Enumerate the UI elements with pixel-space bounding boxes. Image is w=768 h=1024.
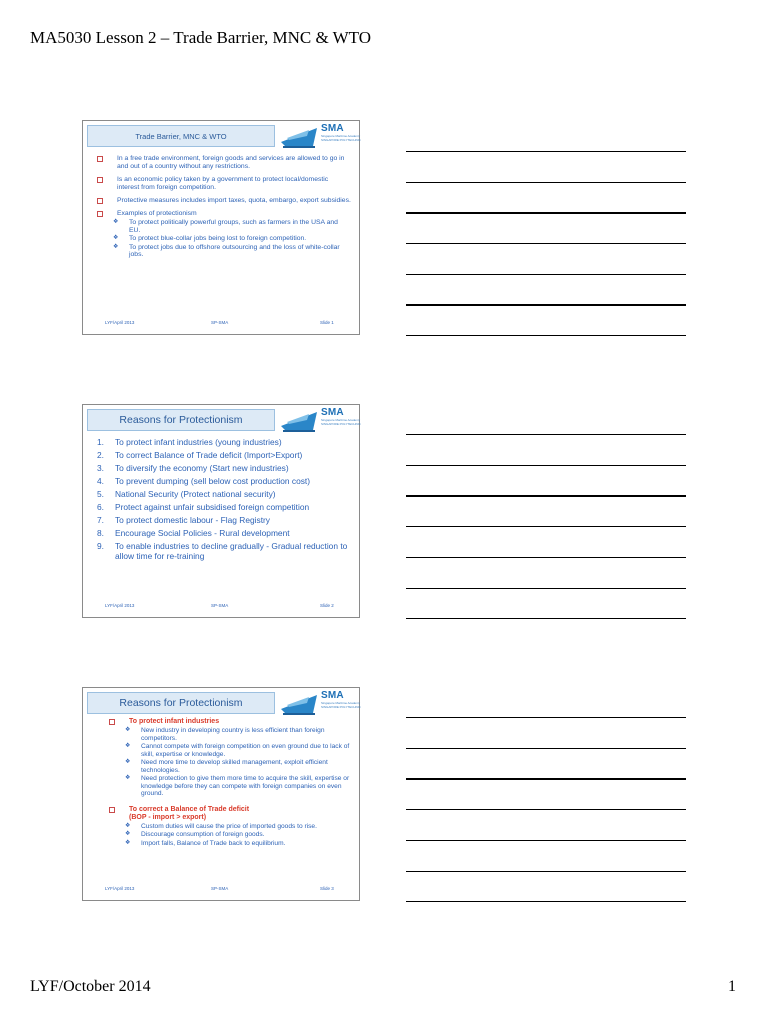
slide-body bbox=[93, 155, 351, 259]
note-line bbox=[406, 871, 686, 872]
note-line bbox=[406, 618, 686, 619]
logo-subtitle: Singapore Maritime Academy bbox=[321, 701, 361, 705]
logo-name: SMA bbox=[321, 407, 344, 418]
diamond-bullet-icon: ❖ bbox=[125, 727, 131, 733]
numbered-item: 8. Encourage Social Policies - Rural development bbox=[97, 528, 290, 538]
note-line bbox=[406, 809, 686, 810]
note-line bbox=[406, 748, 686, 749]
square-bullet-icon bbox=[109, 807, 115, 813]
slide-footer: LYF/April 2013 SP-SMA Slide 1 bbox=[105, 320, 334, 325]
sub-bullet-item: ❖ Cannot compete with foreign competition on even ground due to lack of skill, expertise or knowledge. bbox=[125, 743, 350, 758]
page-footer-date: LYF/October 2014 bbox=[30, 978, 151, 995]
note-line bbox=[406, 182, 686, 183]
slide-footer: LYF/April 2013 SP-SMA Slide 2 bbox=[105, 603, 334, 608]
diamond-bullet-icon: ❖ bbox=[113, 243, 119, 250]
numbered-item: 2. To correct Balance of Trade deficit (Import>Export) bbox=[97, 450, 303, 460]
slide-title-bar bbox=[87, 125, 275, 147]
slide-3 bbox=[82, 687, 360, 901]
numbered-item: 9. To enable industries to decline gradually - Gradual reduction to allow time for re-training bbox=[97, 541, 348, 561]
square-bullet-icon bbox=[97, 211, 103, 217]
logo-subtitle: Singapore Maritime Academy bbox=[321, 418, 361, 422]
numbered-item: 5. National Security (Protect national security) bbox=[97, 489, 276, 499]
slide-title: Trade Barrier, MNC & WTO bbox=[135, 131, 227, 141]
note-line bbox=[406, 212, 686, 214]
sub-bullet-item: ❖ Discourage consumption of foreign goods. bbox=[125, 831, 265, 838]
sub-bullet-item: ❖ To protect politically powerful groups, such as farmers in the USA and EU. bbox=[113, 219, 338, 234]
note-line bbox=[406, 495, 686, 497]
note-line bbox=[406, 151, 686, 152]
diamond-bullet-icon: ❖ bbox=[125, 839, 131, 846]
logo-subtitle: Singapore Maritime Academy bbox=[321, 134, 361, 138]
note-line bbox=[406, 335, 686, 336]
slide-footer: LYF/April 2013 SP-SMA Slide 3 bbox=[105, 886, 334, 891]
diamond-bullet-icon: ❖ bbox=[125, 775, 131, 781]
slide-1 bbox=[82, 120, 360, 335]
slide-title-bar bbox=[87, 409, 275, 431]
logo-text bbox=[321, 407, 361, 426]
diamond-bullet-icon: ❖ bbox=[125, 822, 131, 829]
square-bullet-icon bbox=[97, 198, 103, 204]
slide-body bbox=[97, 437, 351, 564]
numbered-item: 4. To prevent dumping (sell below cost production cost) bbox=[97, 476, 311, 486]
sub-bullet-item: ❖ To protect blue-collar jobs being lost to foreign competition. bbox=[113, 235, 307, 242]
page-header-title: MA5030 Lesson 2 – Trade Barrier, MNC & WTO bbox=[30, 28, 372, 47]
logo-name: SMA bbox=[321, 690, 344, 701]
note-line bbox=[406, 465, 686, 466]
sub-bullet-item: ❖ Need protection to give them more time to acquire the skill, expertise or knowledge before they can compete with foreign companies on even ground. bbox=[125, 775, 350, 797]
logo-subtitle-2: SINGAPORE POLYTECHNIC bbox=[321, 705, 361, 709]
numbered-item: 3. To diversify the economy (Start new industries) bbox=[97, 463, 289, 473]
ship-logo-icon bbox=[279, 124, 319, 150]
ship-logo-icon bbox=[279, 408, 319, 434]
note-line bbox=[406, 304, 686, 306]
bullet-item: Is an economic policy taken by a government to protect local/domestic interest from foreign competition. bbox=[93, 176, 351, 192]
logo-subtitle-2: SINGAPORE POLYTECHNIC bbox=[321, 138, 361, 142]
sub-bullet-item: ❖ Need more time to develop skilled management, exploit efficient technologies. bbox=[125, 759, 328, 774]
bullet-item: In a free trade environment, foreign goods and services are allowed to go in and out of a country without any restrictions. bbox=[93, 155, 351, 171]
logo-text bbox=[321, 690, 361, 709]
note-line bbox=[406, 526, 686, 527]
sub-bullet-item: ❖ Custom duties will cause the price of imported goods to rise. bbox=[125, 822, 317, 830]
numbered-item: 6. Protect against unfair subsidised foreign competition bbox=[97, 502, 310, 512]
note-line bbox=[406, 434, 686, 435]
note-line bbox=[406, 588, 686, 589]
note-line bbox=[406, 557, 686, 558]
diamond-bullet-icon: ❖ bbox=[125, 743, 131, 749]
sub-bullet-item: ❖ To protect jobs due to offshore outsourcing and the loss of white-collar jobs. bbox=[113, 243, 340, 258]
square-bullet-icon bbox=[109, 719, 115, 725]
slide-2 bbox=[82, 404, 360, 618]
note-line bbox=[406, 274, 686, 275]
diamond-bullet-icon: ❖ bbox=[125, 831, 131, 837]
numbered-item: 7. To protect domestic labour - Flag Registry bbox=[97, 515, 270, 525]
note-line bbox=[406, 840, 686, 841]
page-number: 1 bbox=[728, 978, 736, 995]
bullet-item: To correct a Balance of Trade deficit (BOP - import > export) bbox=[105, 806, 351, 822]
square-bullet-icon bbox=[97, 177, 103, 183]
diamond-bullet-icon: ❖ bbox=[113, 219, 119, 225]
sub-bullet-item: ❖ New industry in developing country is less efficient than foreign competitors. bbox=[125, 727, 325, 742]
bullet-item: Protective measures includes import taxes, quota, embargo, export subsidies. bbox=[93, 197, 351, 205]
ship-logo-icon bbox=[279, 691, 319, 717]
slide-title: Reasons for Protectionism bbox=[119, 697, 243, 709]
diamond-bullet-icon: ❖ bbox=[125, 759, 131, 765]
slide-title: Reasons for Protectionism bbox=[119, 414, 243, 426]
slide-body bbox=[105, 718, 351, 847]
note-line bbox=[406, 778, 686, 780]
note-line bbox=[406, 243, 686, 244]
numbered-item: 1. To protect infant industries (young industries) bbox=[97, 437, 282, 447]
logo-name: SMA bbox=[321, 123, 344, 134]
logo-text bbox=[321, 123, 361, 142]
bullet-item: To protect infant industries bbox=[105, 718, 351, 726]
slide-title-bar bbox=[87, 692, 275, 714]
note-line bbox=[406, 717, 686, 718]
logo-subtitle-2: SINGAPORE POLYTECHNIC bbox=[321, 422, 361, 426]
note-line bbox=[406, 901, 686, 902]
square-bullet-icon bbox=[97, 156, 103, 162]
sub-bullet-item: ❖ Import falls, Balance of Trade back to equilibrium. bbox=[125, 839, 286, 847]
bullet-item: Examples of protectionism bbox=[93, 210, 351, 218]
diamond-bullet-icon: ❖ bbox=[113, 235, 119, 241]
